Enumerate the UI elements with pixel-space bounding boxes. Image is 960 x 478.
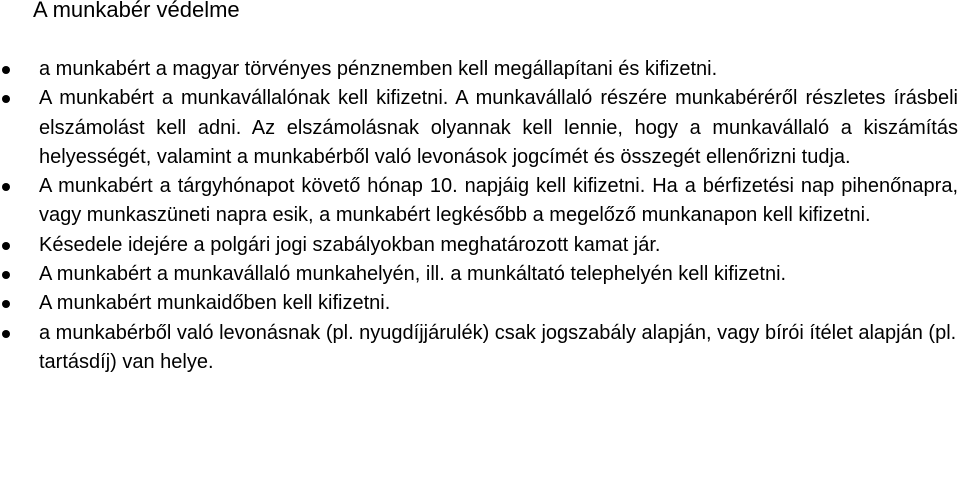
list-item — [0, 231, 958, 260]
bullet-icon — [2, 271, 10, 279]
bullet-icon — [2, 66, 10, 74]
bullet-list — [0, 55, 960, 377]
page-title: A munkabér védelme — [33, 0, 240, 22]
list-item-text: a munkabérből való levonásnak (pl. nyugdíjjárulék) csak jogszabály alapján, vagy bírói ítélet alapján (pl. tartásdíj) van helye. — [39, 321, 957, 373]
list-item — [0, 172, 958, 231]
list-item-text: A munkabért a munkavállaló munkahelyén, ill. a munkáltató telephelyén kell kifizetni. — [39, 263, 787, 286]
list-item — [0, 289, 958, 318]
list-item-text: a munkabért a magyar törvényes pénznemben kell megállapítani és kifizetni. — [39, 58, 718, 80]
list-item-text: A munkabért a tárgyhónapot követő hónap 10. napjáig kell kifizetni. Ha a bérfizetési nap pihenőnapra, vagy munkaszüneti napra esik, a munkabért legkésőbb a megelőző munkanapon kell kifizetni. — [39, 175, 958, 227]
bullet-icon — [2, 242, 10, 250]
list-item-text: A munkabért munkaidőben kell kifizetni. — [39, 292, 391, 315]
list-item — [0, 55, 958, 84]
list-item — [0, 84, 958, 172]
bullet-icon — [2, 330, 10, 338]
bullet-icon — [2, 300, 10, 308]
bullet-icon — [2, 95, 10, 103]
list-item — [0, 260, 958, 289]
list-item-text: A munkabért a munkavállalónak kell kifizetni. A munkavállaló részére munkabéréről részletes írásbeli elszámolást kell adni. Az elszámolásnak olyannak kell lennie, hogy a munkavállaló a kiszámítás helyességét, valamint a munkabérből való levonások jogcímét és összegét ellenőrizni tudja. — [39, 87, 958, 168]
bullet-icon — [2, 183, 10, 191]
list-item — [0, 319, 958, 378]
list-item-text: Késedele idejére a polgári jogi szabályokban meghatározott kamat jár. — [39, 233, 661, 256]
